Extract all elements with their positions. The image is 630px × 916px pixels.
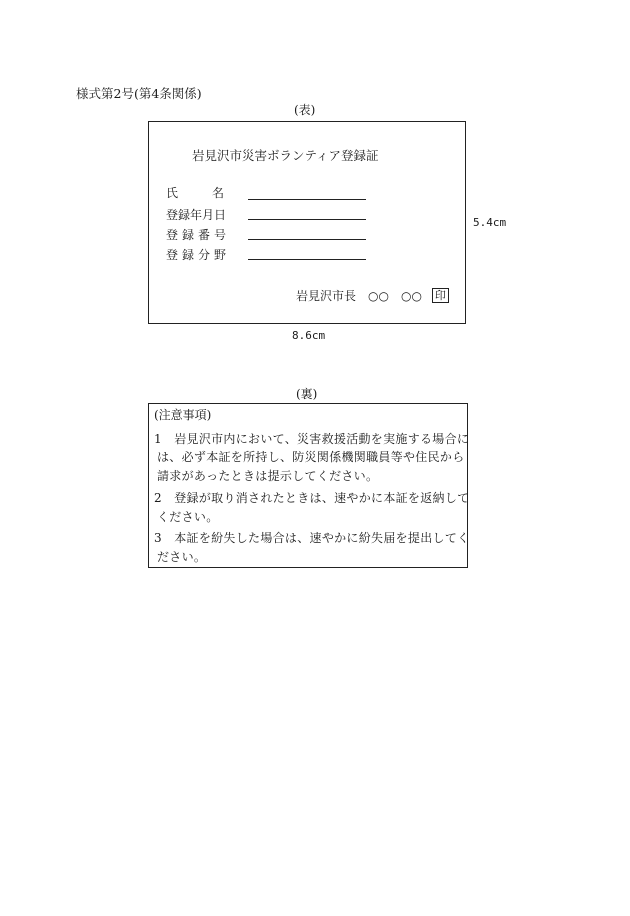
field-line-registration-field	[248, 259, 366, 260]
field-line-registration-number	[248, 239, 366, 240]
note-line: 2 登録が取り消されたときは、速やかに本証を返納して	[154, 491, 470, 505]
notes-heading: (注意事項)	[154, 408, 212, 422]
note-line: は、必ず本証を所持し、防災関係機関職員等や住民から	[157, 450, 465, 464]
note-line: 請求があったときは提示してください。	[157, 469, 379, 483]
card-title: 岩見沢市災害ボランティア登録証	[192, 148, 379, 163]
note-line: 3 本証を紛失した場合は、速やかに紛失届を提出してく	[154, 531, 470, 545]
mayor-signature	[296, 287, 449, 304]
seal-stamp: 印	[432, 288, 449, 303]
front-side-label: (表)	[294, 103, 316, 117]
mayor-name-placeholder: ○○	[400, 288, 422, 303]
field-label-registration-date: 登録年月日	[166, 208, 227, 222]
form-number-label: 様式第2号(第4条関係)	[76, 86, 202, 101]
mayor-name-placeholder: ○○	[368, 288, 389, 303]
note-line: ださい。	[157, 550, 207, 564]
note-line: 1 岩見沢市内において、災害救援活動を実施する場合に	[154, 432, 470, 446]
field-line-registration-date	[248, 219, 366, 220]
field-label-name	[166, 184, 224, 201]
mayor-title: 岩見沢市長	[296, 289, 357, 303]
field-label-name-part: 氏	[166, 186, 179, 200]
card-width-dimension: 8.6cm	[292, 329, 326, 342]
back-side-label: (裏)	[296, 387, 318, 401]
card-height-dimension: 5.4cm	[473, 216, 507, 229]
note-line: ください。	[157, 510, 219, 524]
field-label-name-part: 名	[211, 186, 224, 200]
field-label-registration-field: 登録分野	[166, 248, 231, 262]
field-label-registration-number: 登録番号	[166, 228, 231, 242]
field-line-name	[248, 199, 366, 200]
